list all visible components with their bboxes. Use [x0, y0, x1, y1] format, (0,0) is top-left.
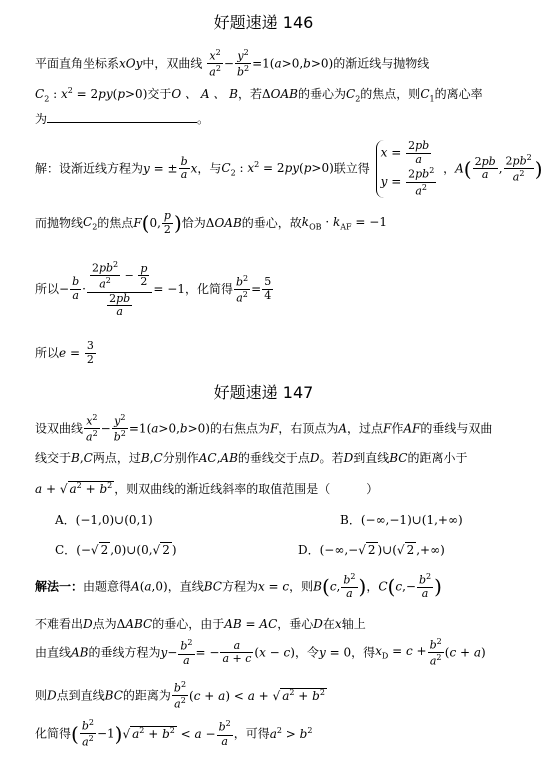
text: 所以 — [35, 282, 60, 297]
p147-question-line-1: 设双曲线 $\frac{x^2}{a^2}$ − $\frac{y^2}{b^2}$ =1(a>0,b>0)的右焦点为F，右顶点为A，过点F作AF的垂线与双曲 — [35, 413, 493, 444]
p147-method-line-5: 化简得( $\frac{b^2}{a^2}$ −1)√ $a^2 + b^2 < a$ − $\frac{b^2}{a}$ ，可得$a^2 > b^2$ — [35, 718, 313, 749]
text: 的渐近线与抛物线 — [333, 56, 430, 71]
text: 点到直线 — [56, 688, 105, 703]
text: ，右顶点为 — [278, 421, 339, 436]
problem-147-title: 好题速递 147 — [213, 383, 314, 402]
text: 在 — [322, 617, 335, 631]
answer-blank — [47, 110, 197, 123]
text: 平面直角坐标系 — [35, 56, 120, 71]
text: 。若 — [319, 451, 344, 465]
text: 的距离小于 — [407, 451, 468, 465]
p146-solution-line-3: 所以− $\frac{b}{a}$ · $\frac{2pb^2}{a^2}$ − $\frac{p}{2}$ $\frac{2pb}{a}$ = −1，化简得 $\frac{b^2}{a^2}$ = $\frac{5}{4}$ — [35, 260, 272, 319]
text: 所以 — [35, 345, 60, 360]
text: 方程为 — [221, 579, 258, 594]
text: A． — [55, 513, 76, 527]
text: 联立得 — [333, 161, 370, 176]
p146-solution-line-4: 所以e = $\frac{3}{2}$ — [35, 339, 94, 366]
text: 设双曲线 — [35, 421, 84, 436]
problem-146-title: 好题速递 146 — [213, 13, 314, 32]
text: 由题意得 — [83, 579, 132, 594]
p147-method-line-4: 则D点到直线BC的距离为 $\frac{b^2}{a^2}$ (c + a) < a + √ $a^2 + b^2$ — [35, 680, 325, 711]
option-c: C．(−√ 2 ,0)∪(0,√ 2 ) — [55, 543, 177, 557]
solution-label: 解法一： — [35, 579, 84, 594]
text: ，则双曲线的渐近线斜率的取值范围是（ ） — [114, 482, 379, 496]
p146-question-line-1: 平面直角坐标系xOy中，双曲线 $\frac{x^2}{a^2}$ − $\frac{y^2}{b^2}$ =1(a>0,b>0)的渐近线与抛物线 — [35, 48, 430, 79]
text: 的焦点，则 — [360, 87, 421, 101]
text: O 、 A 、 B — [171, 87, 238, 101]
text: 而抛物线 — [35, 215, 84, 230]
text: 则 — [35, 688, 48, 703]
text: 不难看出 — [35, 617, 84, 631]
text: 中，双曲线 — [142, 56, 203, 71]
text: 的焦点 — [97, 215, 134, 230]
text: 轴上 — [341, 617, 366, 631]
p146-question-line-3 — [35, 110, 513, 126]
text: 的距离为 — [122, 688, 171, 703]
text: 。 — [197, 112, 210, 126]
text: 的右焦点为 — [209, 421, 270, 436]
text: ，过点 — [347, 421, 384, 436]
text: 的垂线交于点 — [237, 451, 310, 465]
text: C． — [55, 543, 77, 557]
text: 的离心率 — [434, 87, 483, 101]
option-a: A．(−1,0)∪(0,1) — [55, 513, 153, 527]
text: D． — [298, 543, 320, 557]
p146-solution-line-2: 而抛物线$C_2$的焦点F(0, $\frac{p}{2}$ )恰为ΔOAB的垂心，故$k_{OB} \cdot k_{AF} = -1$ — [35, 209, 387, 236]
p147-question-line-2: 线交于B,C两点，过B,C分别作AC,AB的垂线交于点D。若D到直线BC的距离小于 — [35, 451, 468, 465]
text: 分别作 — [162, 451, 199, 465]
text: 的垂心，故 — [241, 215, 302, 230]
text: 由直线 — [35, 645, 72, 660]
p146-question-line-2: $C_2$ : $x^2 = 2py(p>0)$交于O 、 A 、 B，若ΔOAB的垂心为$C_2$的焦点，则$C_1$的离心率 — [35, 86, 483, 104]
p147-method-line-2: 不难看出D点为ΔABC的垂心，由于AB = AC，垂心D在x轴上 — [35, 617, 366, 631]
p147-question-line-3: a + √ $a^2 + b^2$ ，则双曲线的渐近线斜率的取值范围是（ ） — [35, 481, 379, 496]
p147-method-line-3: 由直线AB的垂线方程为y− $\frac{b^2}{a}$ = − $\frac{a}{a + c}$ (x − c)，令y = 0，得$x_D = c$ + $\frac{b^2}{a^2}$ (c + a) — [35, 637, 486, 668]
option-d: D．(−∞,−√ 2 )∪(√ 2 ,+∞) — [298, 543, 445, 557]
text: 解：设渐近线方程为 — [35, 161, 144, 176]
text: 两点，过 — [92, 451, 141, 465]
p146-solution-line-1: 解：设渐近线方程为y = ± $\frac{b}{a}$ x，与$C_2$ : $x^2 = 2py(p>0)$联立得 x = $\frac{2pb}{a}$ y = $\frac{2pb^2}{a^2}$ ，A( $\frac{2pb}{a}$ , $\frac{2pb^2}{a^2}$ ) — [35, 139, 543, 198]
text: 作 — [391, 421, 404, 436]
text: ，可得 — [233, 726, 270, 741]
text: ，与 — [197, 161, 222, 176]
text: ，直线 — [167, 579, 204, 594]
text: ，若 — [237, 87, 262, 101]
equation-system: x = $\frac{2pb}{a}$ y = $\frac{2pb^2}{a^2}$ — [376, 140, 438, 198]
text: 的垂线方程为 — [88, 645, 161, 660]
text: 线交于 — [35, 451, 72, 465]
text: 恰为 — [181, 215, 206, 230]
text: 点为 — [92, 617, 117, 631]
text: ，垂心 — [277, 617, 314, 631]
text: 的垂线与双曲 — [420, 421, 493, 436]
text: 交于 — [147, 87, 172, 101]
option-b: B．(−∞,−1)∪(1,+∞) — [340, 513, 463, 527]
text: ，化简得 — [184, 282, 233, 297]
text: ，令 — [294, 645, 319, 660]
text: 的垂心为 — [298, 87, 347, 101]
text: ，得 — [351, 645, 376, 660]
text: 为 — [35, 112, 48, 126]
text: 到直线 — [353, 451, 390, 465]
text: ，则 — [289, 579, 314, 594]
p147-method-line-1: 解法一：由题意得A(a,0)，直线BC方程为x = c，则B(c, $\frac{b^2}{a}$ )，C(c,− $\frac{b^2}{a}$ ) — [35, 572, 442, 601]
text: 化简得 — [35, 726, 72, 741]
text: 的垂心，由于 — [152, 617, 225, 631]
text: B． — [340, 513, 361, 527]
